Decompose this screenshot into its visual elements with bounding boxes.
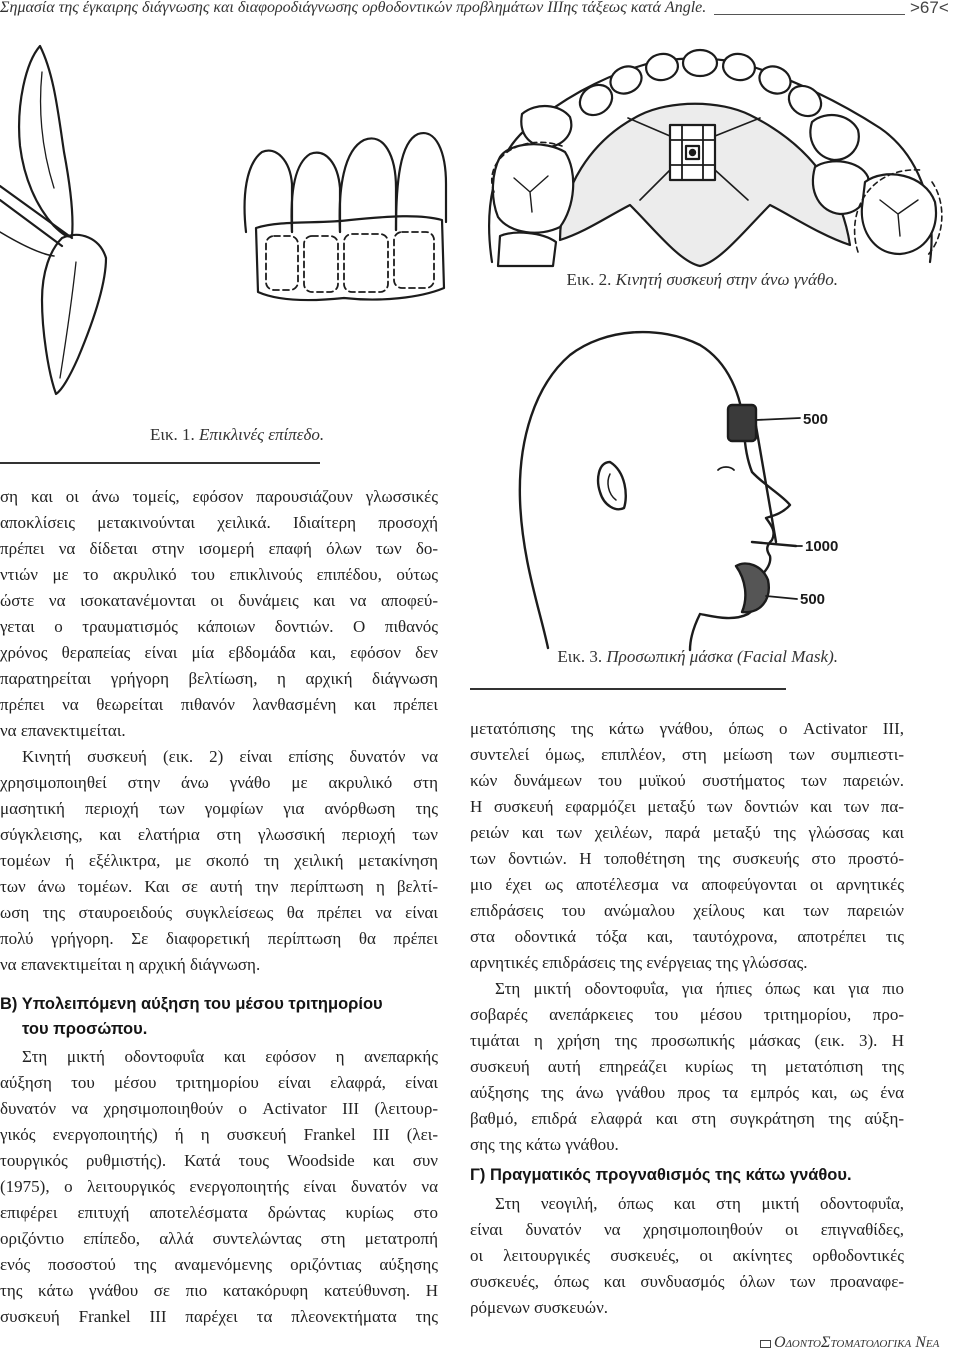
text-line: μιο έχει ως αποτέλεσμα να αποφεύγονται οι αρνητικές <box>470 875 904 894</box>
text-line: σοβαρές ανεπάρκειες του μέσου τριτημορίου, προ- <box>470 1005 904 1024</box>
right-column-para-1-2 <box>470 716 904 1158</box>
figure-1-label: Εικ. 1. <box>150 425 195 444</box>
text-line: χρόνος θεραπείας είναι μία εβδομάδα και, εφόσον δεν <box>0 643 438 662</box>
text-line: οι λειτουργικές συσκευές, οι ακίνητες ορθοδοντικές <box>470 1246 904 1265</box>
lower-incisor-canal <box>60 262 76 378</box>
text-line: Κινητή συσκευή (εικ. 2) είναι επίσης δυνατόν να <box>22 747 438 766</box>
covered-lower-tooth-1 <box>266 236 298 290</box>
text-line: γεται ο τραυματισμός κάποιων δοντιών. Ο πιθανός <box>0 617 438 636</box>
running-header <box>0 0 905 19</box>
figure-1-caption <box>150 424 324 446</box>
page-number: >67< <box>910 0 949 17</box>
text-line: επιφέρει επιτυχή αποτελέσματα δρώντας κυρίως στο <box>0 1203 438 1222</box>
left-posterior-tooth <box>498 233 556 266</box>
text-line: πολύ γρήγορη. Σε διαφορετική περίπτωση θα πρέπει <box>0 929 438 948</box>
text-line: σης της κάτω γνάθου. <box>470 1135 619 1154</box>
mask-mouth-crossbar <box>752 542 796 546</box>
upper-incisor-profile <box>19 46 72 237</box>
section-g-heading <box>470 1163 910 1188</box>
text-line: κών δυνάμεων του μυϊκού συστήματος των παρειών. <box>470 771 904 790</box>
text-line: μασητική περιοχή των γομφίων για ανόρθωση της <box>0 799 438 818</box>
inclined-plane-base <box>0 232 54 256</box>
text-line: Στη μικτή οδοντοφυΐα και εφόσον η ανεπαρκής <box>22 1047 438 1066</box>
journal-logo-mark-icon <box>760 1340 771 1348</box>
right-premolar <box>810 115 858 160</box>
upper-tooth-crown-2 <box>292 153 340 232</box>
right-column-para-3 <box>470 1191 904 1321</box>
text-line: αύξησης της άνω γνάθου προς τα εμπρός και, ως ένα <box>470 1083 904 1102</box>
upper-tooth-crown-1 <box>245 151 292 232</box>
force-line-forehead <box>756 418 800 420</box>
inclined-plane-surface <box>0 186 72 246</box>
upper-incisor-pulp-line <box>41 72 55 188</box>
text-line: ρειών και των χειλέων, παρά μεταξύ της γλώσσας και <box>470 823 904 842</box>
text-line: γικός ενεργοποιητής) ή η συσκευή Frankel III (λει- <box>0 1125 438 1144</box>
text-line: ρόμενων συσκευών. <box>470 1298 609 1317</box>
figure-1-drawing <box>0 38 460 423</box>
text-line: συσκευές, όπως και συνδυασμός όλων των προαναφε- <box>470 1272 904 1291</box>
text-line: σύγκλεισης, και ελατήρια στη γλωσσική περιοχή των <box>0 825 438 844</box>
text-line: να επανεκτιμείται. <box>0 721 126 740</box>
lower-incisor-profile <box>42 235 106 394</box>
acrylic-inclined-plane-block <box>256 216 444 300</box>
left-column-para-1-2 <box>0 484 438 978</box>
eye <box>718 467 734 470</box>
text-line: (1975), ο λειτουργικός ενεργοποιητής είναι δυνατόν να <box>0 1177 438 1196</box>
figure-3-rule <box>470 688 786 690</box>
header-rule <box>714 14 905 15</box>
figure-2-drawing <box>475 50 945 275</box>
text-line: δυνατόν να χρησιμοποιηθούν ο Activator III (λειτουρ- <box>0 1099 438 1118</box>
force-line-chin <box>766 596 797 599</box>
text-line: συντελεί όμως, επιπλέον, στη μείωση των συμπιεστι- <box>470 745 904 764</box>
text-line: πρέπει να θεωρείται πιθανόν λανθασμένη και πρέπει <box>0 695 438 714</box>
text-line: συσκευή Frankel III παρέχει τα πλεονεκτήματα της <box>0 1307 438 1326</box>
covered-lower-tooth-3 <box>344 234 388 292</box>
text-line: τιμάται η χρήση της προσωπικής μάσκας (εικ. 3). Η <box>470 1031 904 1050</box>
text-line: στα οδοντικά τόξα και, ταυτόχρονα, αποτρέπει τις <box>470 927 904 946</box>
section-heading-line: Β) Υπολειπόμενη αύξηση του μέσου τριτημορίου <box>0 995 383 1013</box>
covered-lower-tooth-2 <box>304 236 338 292</box>
section-heading-line: του προσώπου. <box>22 1020 148 1038</box>
text-line: πρέπει να δίδεται στην ισομερή επαφή όλων των δο- <box>0 539 438 558</box>
text-line: ση και οι άνω τομείς, εφόσον παρουσιάζουν γλωσσικές <box>0 487 438 506</box>
section-heading-line: Γ) Πραγματικός προγναθισμός της κάτω γνάθου. <box>470 1166 852 1184</box>
figure-2-caption <box>567 269 838 291</box>
running-title: Σημασία της έγκαιρης διάγνωσης και διαφοροδιάγνωσης ορθοδοντικών προβλημάτων ΙΙΙης τάξεως κατά Angle. <box>0 0 707 16</box>
figure-3-caption <box>557 646 838 668</box>
figure-2-caption-text: Κινητή συσκευή στην άνω γνάθο. <box>615 270 838 289</box>
text-line: ωση της σταυροειδούς συγκλείσεως θα πρέπει να είναι <box>0 903 438 922</box>
anterior-tooth-3 <box>644 51 680 82</box>
ear-inner-curve <box>608 474 616 500</box>
figure-2-label: Εικ. 2. <box>566 270 612 289</box>
covered-lower-tooth-4 <box>394 232 434 288</box>
figure-1-rule <box>0 462 320 464</box>
anterior-tooth-5 <box>721 51 757 82</box>
anterior-tooth-4 <box>683 50 717 76</box>
mask-vertical-bar <box>756 426 776 542</box>
text-line: Η συσκευή εφαρμόζει μεταξύ των δοντιών και των πα- <box>470 797 904 816</box>
section-b-heading <box>0 992 440 1042</box>
text-line: Στη νεογιλή, όπως και στη μικτή οδοντοφυΐα, <box>495 1194 904 1213</box>
text-line: αρνητικές επιδράσεις της ενέργειας της γλώσσας. <box>470 953 808 972</box>
text-line: οριζόντιο επίπεδο, αλλά συντελώντας στη μετατροπή <box>0 1229 438 1248</box>
figure-1-caption-text: Επικλινές επίπεδο. <box>199 425 325 444</box>
text-line: μετατόπισης της κάτω γνάθου, όπως ο Activator III, <box>470 719 904 738</box>
figure-3-drawing <box>490 325 860 650</box>
text-line: αποκλίσεις μετακινούνται χειλικά. Ιδιαίτερη προσοχή <box>0 513 438 532</box>
text-line: να επανεκτιμείται η αρχική διάγνωση. <box>0 955 261 974</box>
figure-3-label: Εικ. 3. <box>557 647 603 666</box>
text-line: είναι δυνατόν να χρησιμοποιηθούν οι επιγναθίδες, <box>470 1220 904 1239</box>
text-line: παρατηρείται γρήγορη βελτίωση, η αρχική διάγνωση <box>0 669 438 688</box>
text-line: αύξηση του μέσου τριτημορίου είναι ελαφρά, είναι <box>0 1073 438 1092</box>
text-line: Στη μικτή οδοντοφυΐα, για ήπιες όπως και για πιο <box>495 979 904 998</box>
force-label-forehead: 500 <box>803 411 829 428</box>
text-line: τουργικός ρυθμιστής). Κατά τους Woodside και συν <box>0 1151 438 1170</box>
right-molar-1 <box>813 161 869 214</box>
text-line: επιδράσεις του ανώμαλου χείλους και των παρειών <box>470 901 904 920</box>
forehead-pad <box>728 405 756 441</box>
text-line: ώστε να ισοκατανέμονται οι δυνάμεις και να αποφεύ- <box>0 591 438 610</box>
text-line: της κάτω γνάθου σε πιο κατακόρυφη κατεύθυνση. Η <box>0 1281 438 1300</box>
text-line: ντιών με το ακρυλικό του επικλινούς επιπέδου, ούτως <box>0 565 438 584</box>
journal-name: ΟδοντοΣτοματολογικα Νεα <box>774 1334 940 1351</box>
text-line: ενός ποσοστού της αναμενόμενης οριζόντιας αύξησης <box>0 1255 438 1274</box>
expansion-screw-hole <box>690 150 695 155</box>
force-label-chin: 500 <box>800 591 826 608</box>
force-label-maxilla: 1000 <box>805 538 839 555</box>
text-line: συσκευή αυτή επηρεάζει κυρίως τη μετατόπιση της <box>470 1057 904 1076</box>
text-line: των δοντιών. Η τοποθέτηση της συσκευής στο προστό- <box>470 849 904 868</box>
figure-3-caption-text: Προσωπική μάσκα (Facial Mask). <box>606 647 838 666</box>
text-line: χρησιμοποιηθεί στην άνω γνάθο με ακρυλικό στη <box>0 773 438 792</box>
text-line: τομέων ή εξέλικτρα, με σκοπό τη χειλική μετακίνηση <box>0 851 438 870</box>
left-premolar <box>521 106 571 147</box>
left-column-para-3 <box>0 1044 438 1330</box>
text-line: βαθμό, επιδρά ελαφρά και στη συγκράτηση της αύξη- <box>470 1109 904 1128</box>
ear <box>598 462 626 509</box>
text-line: των άνω τομέων. Και σε αυτή την περίπτωση η βελτί- <box>0 877 438 896</box>
